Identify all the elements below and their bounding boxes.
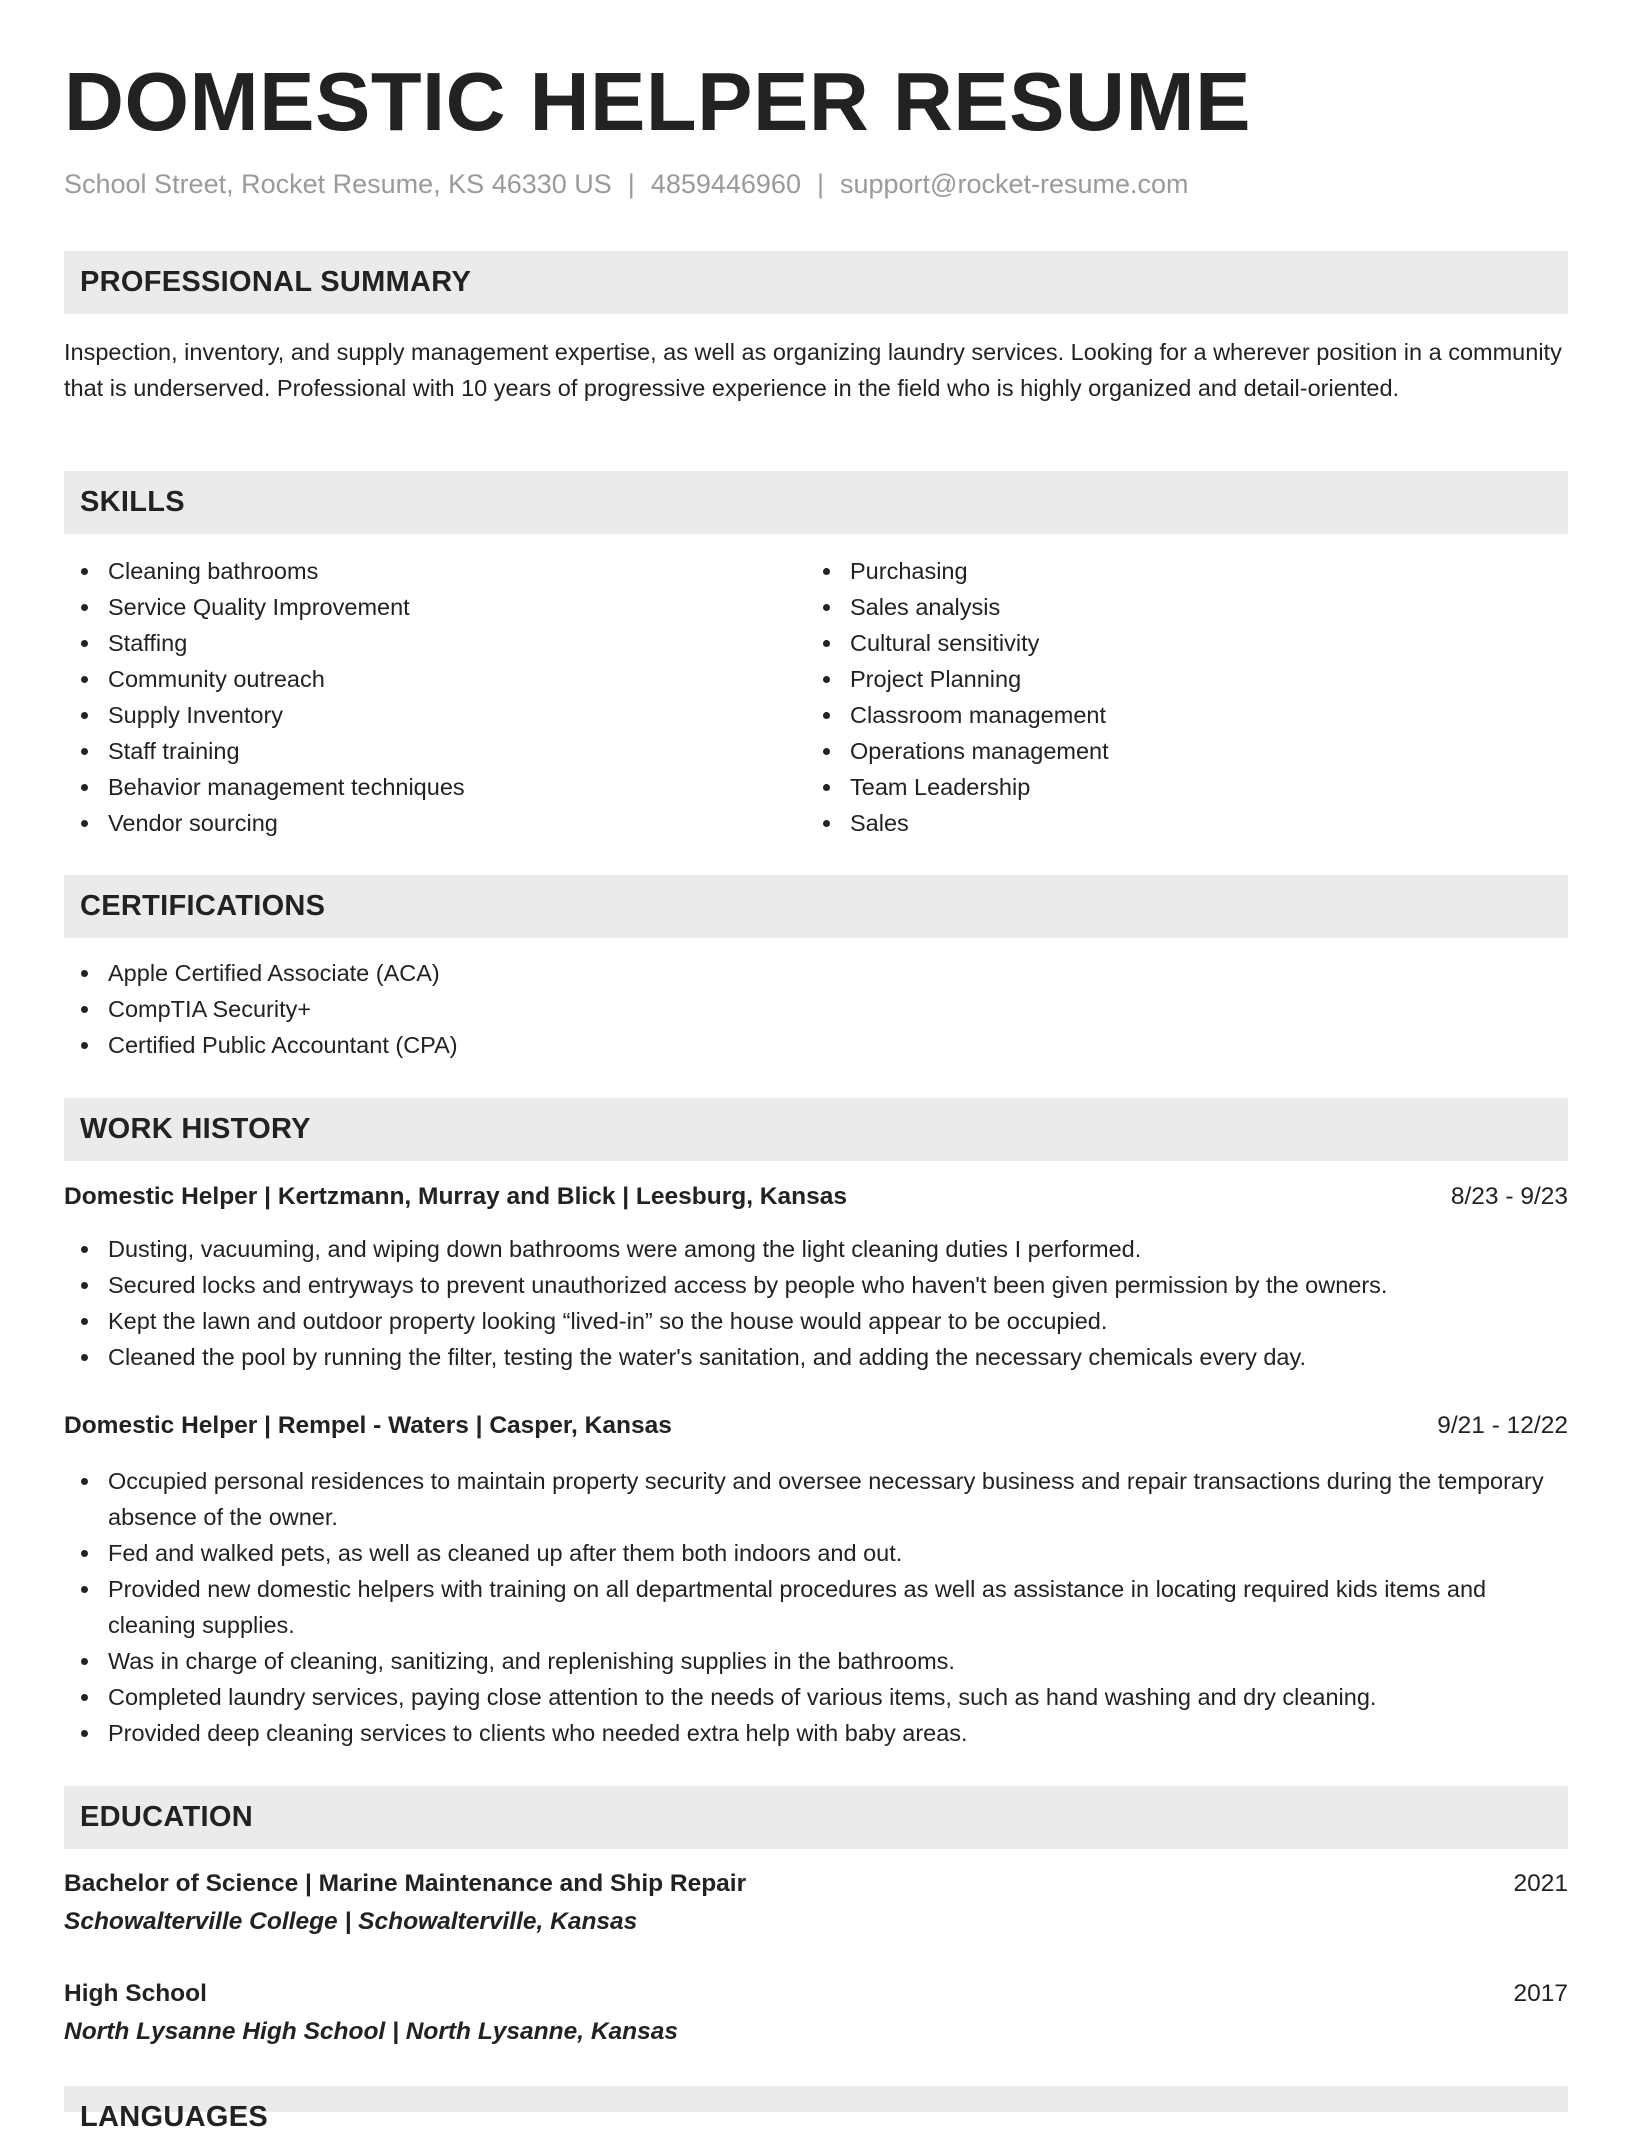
job-bullet: Was in charge of cleaning, sanitizing, and replenishing supplies in the bathrooms. <box>64 1643 1568 1679</box>
degree-title: Bachelor of Science | Marine Maintenance and Ship Repair <box>64 1870 747 1897</box>
skill-item: Team Leadership <box>806 769 1506 805</box>
certifications-heading: CERTIFICATIONS <box>80 890 326 922</box>
education-section-header <box>64 1786 1568 1849</box>
skill-item: Supply Inventory <box>64 697 764 733</box>
contact-line <box>64 166 1189 202</box>
graduation-year: 2017 <box>1513 1980 1568 2007</box>
education-entry-header <box>64 1866 1568 1902</box>
skill-item: Sales <box>806 805 1506 841</box>
job-bullet: Cleaned the pool by running the filter, testing the water's sanitation, and adding the necessary chemicals every day. <box>64 1339 1568 1375</box>
job-title: Domestic Helper | Rempel - Waters | Casper, Kansas <box>64 1412 672 1439</box>
job-bullet: Fed and walked pets, as well as cleaned up after them both indoors and out. <box>64 1535 1568 1571</box>
job-bullets <box>64 1463 1568 1751</box>
skill-item: Operations management <box>806 733 1506 769</box>
work-heading: WORK HISTORY <box>80 1113 311 1145</box>
job-header <box>64 1179 1568 1215</box>
contact-phone: 4859446960 <box>650 169 801 199</box>
certifications-list <box>64 955 1568 1063</box>
summary-text: Inspection, inventory, and supply management expertise, as well as organizing laundry services. Looking for a wherever position in a community that is underserved. Professional with 10 years of progressive experience in the field who is highly organized and detail-oriented. <box>64 339 1562 401</box>
skill-item: Vendor sourcing <box>64 805 764 841</box>
certification-item: Apple Certified Associate (ACA) <box>64 955 1568 991</box>
job-bullet: Provided new domestic helpers with training on all departmental procedures as well as assistance in locating required kids items and cleaning supplies. <box>64 1571 1568 1643</box>
job-bullet: Secured locks and entryways to prevent unauthorized access by people who haven't been given permission by the owners. <box>64 1267 1568 1303</box>
job-bullet: Occupied personal residences to maintain property security and oversee necessary business and repair transactions during the temporary absence of the owner. <box>64 1463 1568 1535</box>
education-entry-header <box>64 1976 1568 2012</box>
skill-item: Behavior management techniques <box>64 769 764 805</box>
contact-separator: | <box>816 169 824 199</box>
languages-section-header <box>64 2086 1568 2133</box>
skill-item: Purchasing <box>806 553 1506 589</box>
education-heading: EDUCATION <box>80 1801 253 1833</box>
graduation-year: 2021 <box>1513 1870 1568 1897</box>
job-title: Domestic Helper | Kertzmann, Murray and Blick | Leesburg, Kansas <box>64 1183 847 1210</box>
summary-section-header <box>64 251 1568 314</box>
languages-heading: LANGUAGES <box>80 2101 268 2133</box>
job-bullet: Kept the lawn and outdoor property looking “lived-in” so the house would appear to be occupied. <box>64 1303 1568 1339</box>
skill-item: Cleaning bathrooms <box>64 553 764 589</box>
job-bullet: Provided deep cleaning services to clients who needed extra help with baby areas. <box>64 1715 1568 1751</box>
certifications-section-header <box>64 875 1568 938</box>
skills-section-header <box>64 471 1568 534</box>
skill-item: Service Quality Improvement <box>64 589 764 625</box>
skill-item: Staffing <box>64 625 764 661</box>
contact-separator: | <box>627 169 635 199</box>
skill-item: Staff training <box>64 733 764 769</box>
contact-email: support@rocket-resume.com <box>839 169 1189 199</box>
job-header <box>64 1408 1568 1444</box>
skills-list-left <box>64 553 764 841</box>
skill-item: Project Planning <box>806 661 1506 697</box>
school-name: Schowalterville College | Schowalterville, Kansas <box>64 1908 638 1935</box>
resume-title: DOMESTIC HELPER RESUME <box>64 55 1251 148</box>
degree-title: High School <box>64 1980 207 2007</box>
job-bullet: Dusting, vacuuming, and wiping down bathrooms were among the light cleaning duties I performed. <box>64 1231 1568 1267</box>
skill-item: Cultural sensitivity <box>806 625 1506 661</box>
skill-item: Sales analysis <box>806 589 1506 625</box>
summary-heading: PROFESSIONAL SUMMARY <box>80 266 472 298</box>
certification-item: Certified Public Accountant (CPA) <box>64 1027 1568 1063</box>
certification-item: CompTIA Security+ <box>64 991 1568 1027</box>
job-bullet: Completed laundry services, paying close attention to the needs of various items, such as hand washing and dry cleaning. <box>64 1679 1568 1715</box>
job-bullets <box>64 1231 1568 1375</box>
work-section-header <box>64 1098 1568 1161</box>
contact-address: School Street, Rocket Resume, KS 46330 US <box>64 169 612 199</box>
skill-item: Community outreach <box>64 661 764 697</box>
skills-list-right <box>806 553 1506 841</box>
school-name: North Lysanne High School | North Lysanne, Kansas <box>64 2018 679 2045</box>
skill-item: Classroom management <box>806 697 1506 733</box>
skills-heading: SKILLS <box>80 486 185 518</box>
job-dates: 8/23 - 9/23 <box>1450 1183 1568 1210</box>
job-dates: 9/21 - 12/22 <box>1437 1412 1568 1439</box>
